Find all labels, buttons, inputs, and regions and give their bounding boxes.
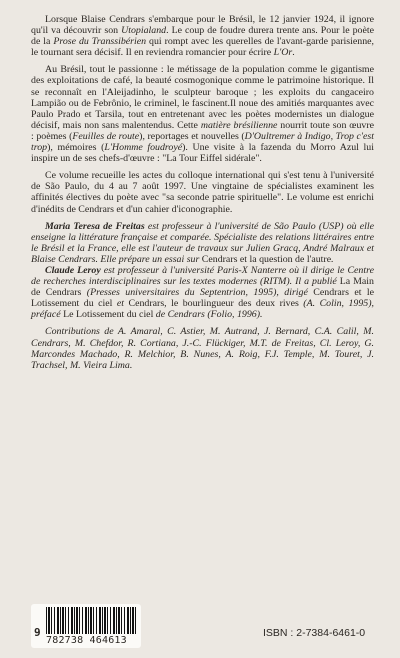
volume-paragraph: Ce volume recueille les actes du colloque international qui s'est tenu à l'université de São Paulo, du 4 au 7 août 1997. Une vingtaine de spécialistes examinent les affinités électives du poète avec "sa seconde patrie spirituelle". Le volume est enrichi d'inédits de Cendrars et d'un cahier d'iconographie. [31,170,374,215]
freitas-name: Maria Teresa de Freitas [45,220,145,232]
intro-paragraph: Lorsque Blaise Cendrars s'embarque pour le Brésil, le 12 janvier 1924, il ignore qu'il va découvrir son Utopialand. Le coup de foudre durera trente ans. Pour le poète de la Prose du Transsibérien qui rompt avec les querelles de l'avant-garde parisienne, le tournant sera décisif. Il en reviendra romancier pour écrire L'Or. [31,14,374,59]
barcode-digits: 782738 464613 [46,635,127,646]
barcode-first-digit: 9 [34,626,41,639]
contributions-list: Contributions de A. Amaral, C. Astier, M. Autrand, J. Bernard, C.A. Calil, M. Cendrars, M. Chefdor, R. Cortiana, J.-C. Flückiger, M.T. de Freitas, Cl. Leroy, G. Marcondes Machado, R. Melchior, B. Nunes, A. Roig, F.J. Temple, M. Touret, J. Trachsel, M. Vieira Lima. [31,326,374,371]
leroy-name: Claude Leroy [45,264,101,276]
ean-barcode [31,604,141,648]
back-cover-text [31,14,374,371]
freitas-bio: Maria Teresa de Freitas est professeur à l'université de São Paulo (USP) où elle enseigne la littérature française et comparée. Spécialiste des relations littéraires entre le Brésil et la France, elle est l'auteur de travaux sur Julien Gracq, André Malraux et Blaise Cendrars. Elle prépare un essai sur Cendrars et la question de l'autre. [31,220,374,265]
leroy-bio: Claude Leroy est professeur à l'université Paris-X Nanterre où il dirige le Centre de recherches interdisciplinaires sur les textes modernes (RITM). Il a publié La Main de Cendrars (Presses universitaires du Septentrion, 1995), dirigé Cendrars et le Lotissement du ciel et Cendrars, le bourlingueur des deux rives (A. Colin, 1995), préfacé Le Lotissement du ciel de Cendrars (Folio, 1996). [31,264,375,321]
barcode-bars-icon [46,607,136,634]
utopialand-title: Utopialand [121,25,167,37]
lor-title: L'Or [273,47,293,59]
isbn-number: ISBN : 2-7384-6461-0 [263,627,366,639]
prose-transsiberien-title: Prose du Transsibérien [53,36,147,48]
bresil-paragraph: Au Brésil, tout le passionne : le métissage de la population comme le gigantisme des exploitations de café, la beauté cosmogonique comme le patrimoine historique. Il se reconnaît en l'Aleijadinho, le sculpteur baroque ; les exploits du cangaceiro Lampião ou de Febrônio, le criminel, le fascinent.Il noue des amitiés marquantes avec Paulo Prado et Tarsila, tout en entretenant avec les poètes modernistes un dialogue décisif, mais non sans malentendus. Cette matière brésilienne nourrit toute son œuvre : poèmes (Feuilles de route), reportages et nouvelles (D'Oultremer à Indigo, Trop c'est trop), mémoires (L'Homme foudroyé). Une visite à la fazenda du Morro Azul lui inspire un de ses chefs-d'œuvre : "La Tour Eiffel sidérale". [31,64,374,165]
authors-section [31,221,374,371]
